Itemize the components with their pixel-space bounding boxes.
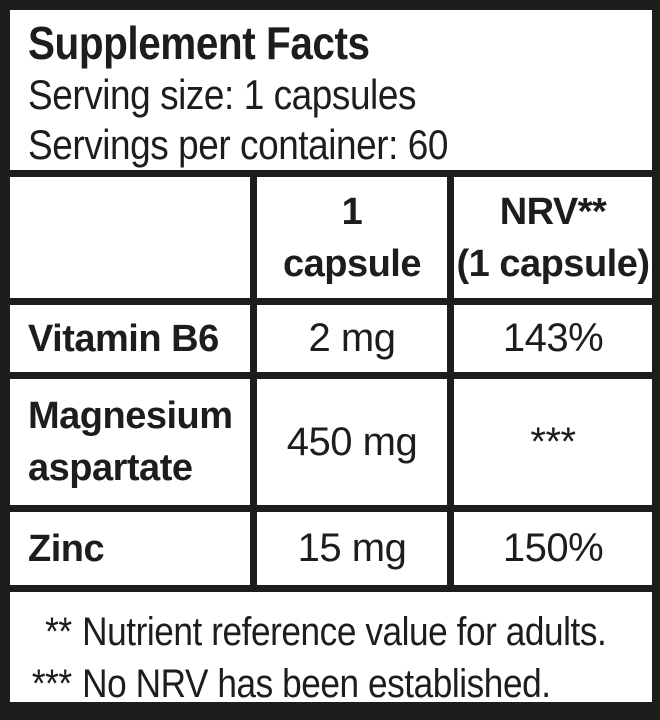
table-row-nrv: 143%: [447, 298, 652, 372]
column-header-nrv-line2: (1 capsule): [456, 242, 650, 285]
label-title: Supplement Facts: [28, 17, 370, 69]
serving-size-line: Serving size: 1 capsules: [28, 71, 416, 118]
table-row-amount: 2 mg: [250, 298, 447, 372]
footnote-mark: **: [45, 610, 72, 654]
column-header-nrv: [447, 177, 652, 298]
footnote-text: Nutrient reference value for adults.: [82, 610, 607, 654]
footnotes-section: [10, 585, 652, 708]
column-header-nrv-line1: NRV**: [499, 190, 607, 233]
table-row-ingredient-name: Zinc: [10, 505, 250, 585]
column-header-amount: [250, 177, 447, 298]
footnote-text: No NRV has been established.: [82, 662, 551, 706]
footnote-mark: ***: [31, 662, 72, 706]
label-header: [10, 10, 652, 170]
table-row-nrv: 150%: [447, 505, 652, 585]
table-row-amount: 450 mg: [250, 372, 447, 505]
facts-table: [10, 170, 652, 585]
table-row-amount: 15 mg: [250, 505, 447, 585]
column-header-ingredient: [10, 177, 250, 298]
table-row-nrv: ***: [447, 372, 652, 505]
table-row-ingredient-name: Vitamin B6: [10, 298, 250, 372]
servings-per-container-line: Servings per container: 60: [28, 121, 449, 168]
column-header-amount-line1: 1: [341, 190, 363, 233]
column-header-amount-line2: capsule: [282, 242, 422, 285]
table-row-ingredient-name: Magnesium aspartate: [10, 372, 250, 505]
